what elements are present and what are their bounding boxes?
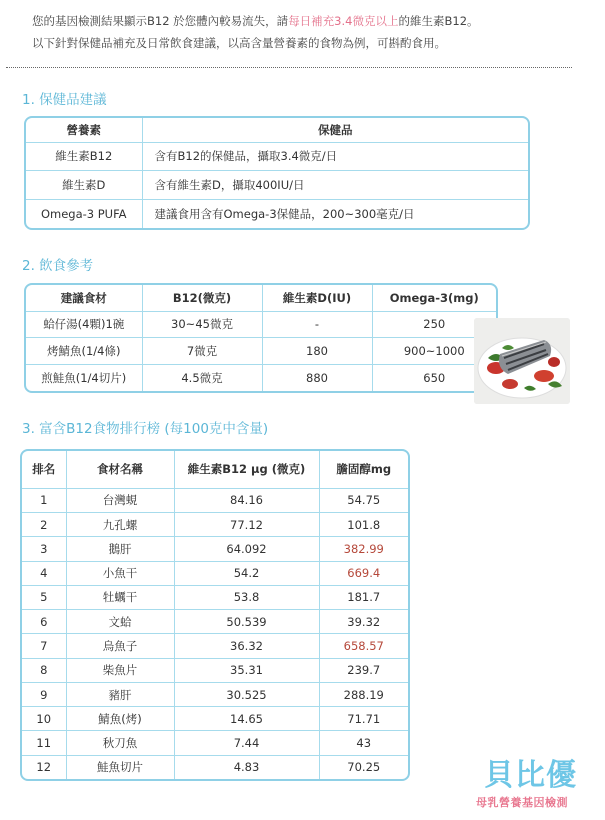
food-name-cell: 鮭魚切片	[66, 755, 174, 779]
intro-highlight: 每日補充3.4微克以上	[288, 14, 399, 28]
b12-value-cell: 35.31	[174, 658, 319, 682]
b12-value-cell: 4.83	[174, 755, 319, 779]
header-cell: 食材名稱	[66, 451, 174, 488]
b12-cell: 30~45微克	[142, 311, 262, 338]
table-header-row	[26, 118, 528, 142]
nutrient-cell: 維生素D	[26, 171, 142, 200]
header-cell: B12(微克)	[142, 285, 262, 311]
section1-title: 1. 保健品建議	[22, 92, 107, 108]
b12-value-cell: 50.539	[174, 610, 319, 634]
diet-reference-table	[24, 283, 498, 393]
cholesterol-cell: 669.4	[319, 561, 408, 585]
rank-cell: 3	[22, 537, 66, 561]
grilled-mackerel-salad-image	[474, 318, 570, 404]
intro-line-1: 您的基因檢測結果顯示B12 於您體內較易流失，請每日補充3.4微克以上的維生素B12。	[32, 14, 479, 28]
b12-value-cell: 14.65	[174, 707, 319, 731]
cholesterol-cell: 288.19	[319, 682, 408, 706]
intro-text	[32, 10, 592, 54]
rank-cell: 1	[22, 488, 66, 512]
rank-cell: 5	[22, 585, 66, 609]
table-header-row	[22, 451, 408, 488]
food-name-cell: 豬肝	[66, 682, 174, 706]
rank-cell: 9	[22, 682, 66, 706]
b12-value-cell: 77.12	[174, 512, 319, 536]
cholesterol-cell: 70.25	[319, 755, 408, 779]
food-name-cell: 小魚干	[66, 561, 174, 585]
table-row	[26, 200, 528, 228]
header-cell: 維生素B12 μg (微克)	[174, 451, 319, 488]
food-name-cell: 烏魚子	[66, 634, 174, 658]
rank-cell: 2	[22, 512, 66, 536]
table-row	[22, 488, 408, 512]
header-cell: 營養素	[26, 118, 142, 142]
b12-value-cell: 84.16	[174, 488, 319, 512]
vitd-cell: 880	[262, 365, 372, 391]
cholesterol-cell: 382.99	[319, 537, 408, 561]
header-cell: Omega-3(mg)	[372, 285, 496, 311]
table-row	[26, 171, 528, 200]
section3-title: 3. 富含B12食物排行榜 (每100克中含量)	[22, 421, 269, 437]
food-name-cell: 鵝肝	[66, 537, 174, 561]
food-name-cell: 牡蠣干	[66, 585, 174, 609]
rank-cell: 6	[22, 610, 66, 634]
header-cell: 膽固醇mg	[319, 451, 408, 488]
cholesterol-cell: 43	[319, 731, 408, 755]
b12-value-cell: 64.092	[174, 537, 319, 561]
dotted-divider	[6, 67, 572, 68]
food-name-cell: 秋刀魚	[66, 731, 174, 755]
section2-title: 2. 飲食參考	[22, 258, 94, 274]
table-row	[22, 537, 408, 561]
b12-ranking-table	[20, 449, 410, 781]
rank-cell: 10	[22, 707, 66, 731]
nutrient-cell: Omega-3 PUFA	[26, 200, 142, 228]
header-cell: 排名	[22, 451, 66, 488]
food-name-cell: 柴魚片	[66, 658, 174, 682]
rank-cell: 7	[22, 634, 66, 658]
vitd-cell: 180	[262, 338, 372, 365]
intro-line-2: 以下針對保健品補充及日常飲食建議，以高含量營養素的食物為例，可斟酌食用。	[32, 36, 446, 50]
b12-value-cell: 30.525	[174, 682, 319, 706]
cholesterol-cell: 239.7	[319, 658, 408, 682]
supplement-cell: 含有維生素D，攝取400IU/日	[142, 171, 528, 200]
table-row	[22, 682, 408, 706]
omega3-cell: 650	[372, 365, 496, 391]
cholesterol-cell: 54.75	[319, 488, 408, 512]
b12-value-cell: 53.8	[174, 585, 319, 609]
cholesterol-cell: 101.8	[319, 512, 408, 536]
b12-value-cell: 54.2	[174, 561, 319, 585]
rank-cell: 11	[22, 731, 66, 755]
b12-cell: 4.5微克	[142, 365, 262, 391]
food-name-cell: 台灣蜆	[66, 488, 174, 512]
supplement-cell: 含有B12的保健品，攝取3.4微克/日	[142, 142, 528, 171]
food-name-cell: 鯖魚(烤)	[66, 707, 174, 731]
table-row	[22, 707, 408, 731]
logo-main-text: 貝比優	[484, 758, 577, 793]
header-cell: 建議食材	[26, 285, 142, 311]
omega3-cell: 250	[372, 311, 496, 338]
header-cell: 保健品	[142, 118, 528, 142]
nutrient-cell: 維生素B12	[26, 142, 142, 171]
omega3-cell: 900~1000	[372, 338, 496, 365]
rank-cell: 4	[22, 561, 66, 585]
food-name-cell: 九孔螺	[66, 512, 174, 536]
brand-logo	[476, 750, 596, 816]
table-row	[22, 731, 408, 755]
table-row	[26, 338, 496, 365]
logo-sub-text: 母乳營養基因檢測	[476, 796, 568, 809]
table-row	[22, 634, 408, 658]
food-name-cell: 文蛤	[66, 610, 174, 634]
supplement-table	[24, 116, 530, 230]
table-row	[22, 755, 408, 779]
b12-cell: 7微克	[142, 338, 262, 365]
table-row	[22, 561, 408, 585]
cholesterol-cell: 71.71	[319, 707, 408, 731]
food-cell: 烤鯖魚(1/4條)	[26, 338, 142, 365]
table-row	[26, 365, 496, 391]
table-row	[22, 585, 408, 609]
food-cell: 煎鮭魚(1/4切片)	[26, 365, 142, 391]
table-row	[22, 610, 408, 634]
header-cell: 維生素D(IU)	[262, 285, 372, 311]
supplement-cell: 建議食用含有Omega-3保健品，200~300毫克/日	[142, 200, 528, 228]
rank-cell: 8	[22, 658, 66, 682]
table-row	[22, 658, 408, 682]
b12-value-cell: 7.44	[174, 731, 319, 755]
table-row	[26, 311, 496, 338]
food-cell: 蛤仔湯(4顆)1碗	[26, 311, 142, 338]
table-row	[26, 142, 528, 171]
table-header-row	[26, 285, 496, 311]
table-row	[22, 512, 408, 536]
cholesterol-cell: 658.57	[319, 634, 408, 658]
cholesterol-cell: 181.7	[319, 585, 408, 609]
rank-cell: 12	[22, 755, 66, 779]
b12-value-cell: 36.32	[174, 634, 319, 658]
vitd-cell: -	[262, 311, 372, 338]
cholesterol-cell: 39.32	[319, 610, 408, 634]
